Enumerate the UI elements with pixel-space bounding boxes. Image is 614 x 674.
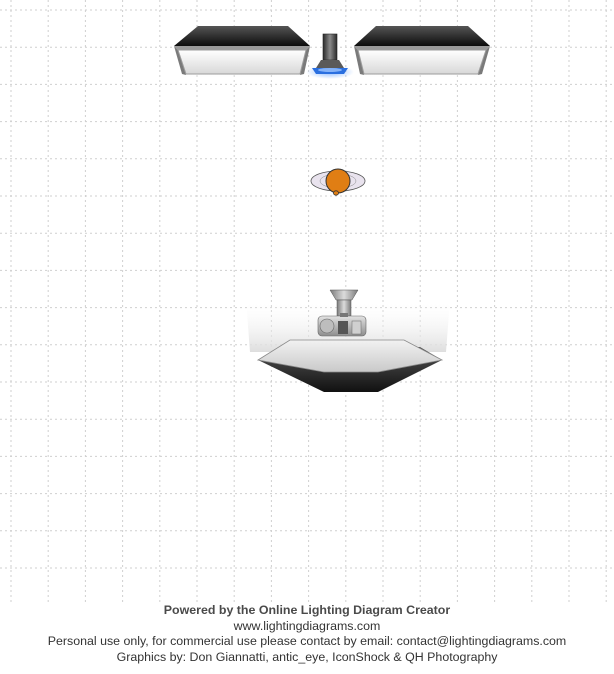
subject-person-icon[interactable] [311, 169, 365, 195]
footer-credits [0, 603, 614, 665]
website-link[interactable]: www.lightingdiagrams.com [233, 618, 381, 633]
powered-by-text: Powered by the Online Lighting Diagram Creator [163, 603, 451, 617]
softbox-left-icon[interactable] [174, 26, 310, 80]
credits-text: Graphics by: Don Giannatti, antic_eye, IconShock & QH Photography [116, 649, 498, 664]
background-light-blue-gel-icon[interactable] [306, 34, 354, 79]
license-text: Personal use only, for commercial use please contact by email: contact@lightingdiagrams.com [47, 634, 567, 648]
softbox-right-icon[interactable] [354, 26, 490, 80]
